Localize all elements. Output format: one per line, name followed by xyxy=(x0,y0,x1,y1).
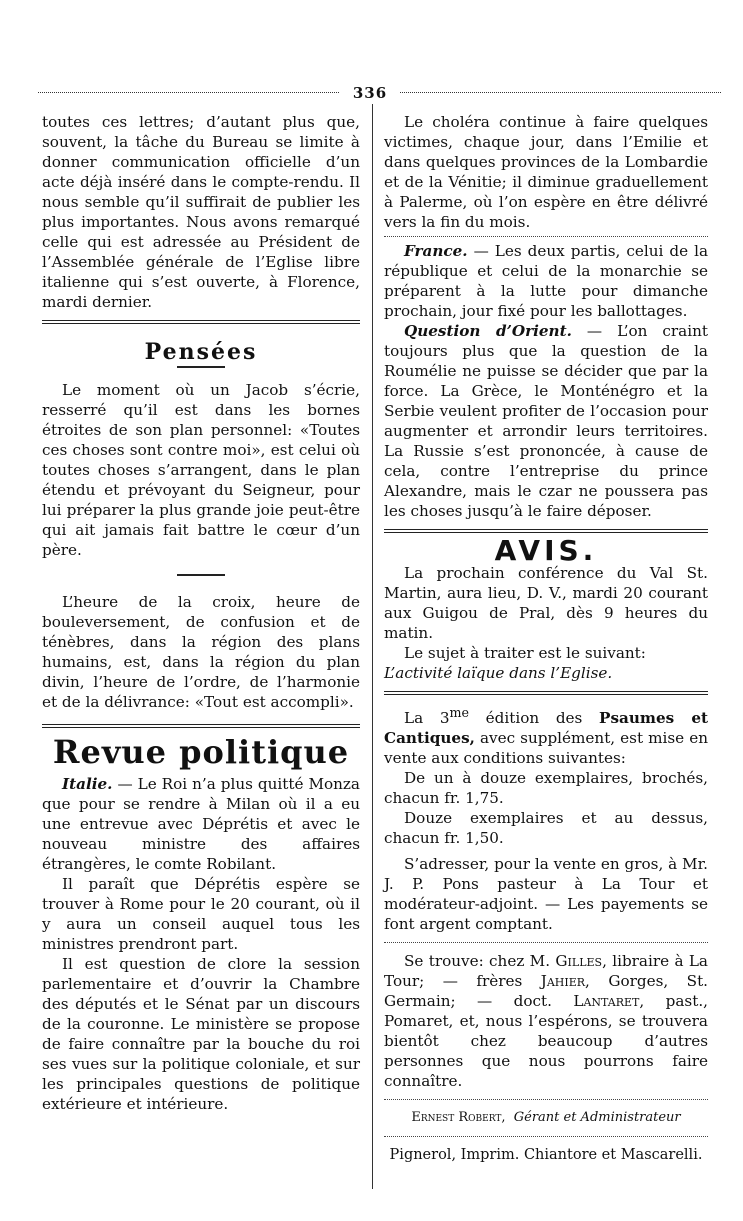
section-rule xyxy=(42,724,360,728)
edition-paragraph: La $3^{me}$ édition des Psaumes et Cantiques, avec supplément, est mise en vente aux conditions suivantes: xyxy=(384,705,708,768)
cholera-paragraph: Le choléra continue à faire quelques victimes, chaque jour, dans l’Emilie et dans quelques provinces de la Lombardie et de la Vénitie; il diminue graduellement à Palerme, où l’on espère en être délivré vers la fin du mois. xyxy=(384,113,708,231)
orient-text: — L’on craint toujours plus que la question de la Roumélie ne puisse se décider que par la force. La Grèce, le Monténégro et la Serbie veulent profiter de l’occasion pour augmenter et arrondir leurs territoires. La Russie s’est prononcée, à cause de cela, contre l’entreprise du prince Alexandre, mais le czar ne poussera pas les choses jusqu’à le faire déposer. xyxy=(384,322,708,520)
pensees-heading: Pensées xyxy=(144,339,258,365)
pensee-separator xyxy=(177,574,225,576)
heading-underline xyxy=(177,366,225,368)
session-paragraph: Il est question de clore la session parlementaire et d’ouvrir la Chambre des députés et le Sénat par un discours de la couronne. Le ministère se propose de faire connaître par la bouche du roi ses vues sur la politique coloniale, et sur les principales questions de politique extérieure et intérieure. xyxy=(42,955,360,1113)
price-line: Douze exemplaires et au dessus, chacun fr. 1,50. xyxy=(384,809,708,848)
page-number: 336 xyxy=(340,84,400,102)
italie-label: Italie. xyxy=(62,775,113,793)
france-label: France. xyxy=(404,242,468,260)
signature-title: Gérant et Administrateur xyxy=(513,1110,681,1126)
italie-paragraph xyxy=(42,774,360,874)
orient-paragraph xyxy=(384,321,708,521)
signature xyxy=(384,1108,708,1128)
revue-heading: Revue politique xyxy=(52,733,350,771)
trouve-paragraph: Se trouve: chez M. Gilles, libraire à La Tour; — frères Jahier, Gorges, St. Germain; — doct. Lantaret, past., Pomaret, et, nous l’espérons, se trouvera bientôt chez beaucoup d’autres personnes que nous pourrons faire connaître. xyxy=(384,952,709,1091)
price-line: De un à douze exemplaires, brochés, chacun fr. 1,75. xyxy=(384,769,708,808)
france-text: — Les deux partis, celui de la république et celui de la monarchie se préparent à la lutte pour dimanche prochain, jour fixé pour les ballottages. xyxy=(384,242,708,320)
italie-text: — Le Roi n’a plus quitté Monza que pour se rendre à Milan où il a eu une entrevue avec Déprétis et avec le nouveau ministre des affaires étrangères, le comte Robilant. xyxy=(42,775,360,873)
signature-name: Ernest Robert, xyxy=(411,1110,506,1126)
section-rule xyxy=(384,691,708,695)
column-divider xyxy=(372,104,373,1189)
dotted-rule xyxy=(384,1099,708,1100)
dotted-rule xyxy=(384,236,708,237)
dotted-rule xyxy=(384,942,708,943)
avis-subject-intro: Le sujet à traiter est le suivant: xyxy=(404,644,646,662)
right-column xyxy=(384,112,708,1165)
dotted-rule xyxy=(384,1136,708,1137)
avis-subject xyxy=(384,643,708,683)
intro-paragraph: toutes ces lettres; d’autant plus que, souvent, la tâche du Bureau se limite à donner communication officielle d’un acte déjà inséré dans le compte-rendu. Il nous semble qu’il suffirait de publier les plus importantes. Nous avons remarqué celle qui est adressée au Président de l’Assemblée générale de l’Eglise libre italienne qui s’est ouverte, à Florence, mardi dernier. xyxy=(42,113,360,311)
rome-paragraph: Il paraît que Déprétis espère se trouver à Rome pour le 20 courant, où il y aura un conseil auquel tous les ministres prendront part. xyxy=(42,875,360,953)
section-rule xyxy=(42,320,360,324)
avis-paragraph: La prochain conférence du Val St. Martin, aura lieu, D. V., mardi 20 courant aux Guigou de Pral, dès 9 heures du matin. xyxy=(384,564,708,642)
avis-heading: AVIS. xyxy=(494,534,598,567)
psaumes-title: Psaumes et Cantiques, xyxy=(384,709,708,748)
orient-label: Question d’Orient. xyxy=(404,322,572,340)
pensee-paragraph: L’heure de la croix, heure de bouleversement, de confusion et de ténèbres, dans la région des plans humains, est, dans la région du plan divin, l’heure de l’ordre, de l’harmonie et de la délivrance: «Tout est accompli». xyxy=(42,593,360,711)
pensee-paragraph: Le moment où un Jacob s’écrie, resserré qu’il est dans les bornes étroites de son plan personnel: «Toutes ces choses sont contre moi», est celui où toutes choses s’arrangent, dans le plan étendu et prévoyant du Seigneur, pour lui préparer la plus grande joie peut-être qui ait jamais fait battre le cœur d’un père. xyxy=(42,381,360,559)
france-paragraph xyxy=(384,241,708,321)
avis-subject-title: L’activité laïque dans l’Eglise. xyxy=(384,664,613,682)
adresser-paragraph: S’adresser, pour la vente en gros, à Mr. J. P. Pons pasteur à La Tour et modérateur-adjoint. — Les payements se font argent comptant. xyxy=(384,855,708,934)
imprint-line: Pignerol, Imprim. Chiantore et Mascarelli. xyxy=(389,1147,703,1164)
left-column xyxy=(42,112,360,1114)
section-rule xyxy=(384,529,708,533)
